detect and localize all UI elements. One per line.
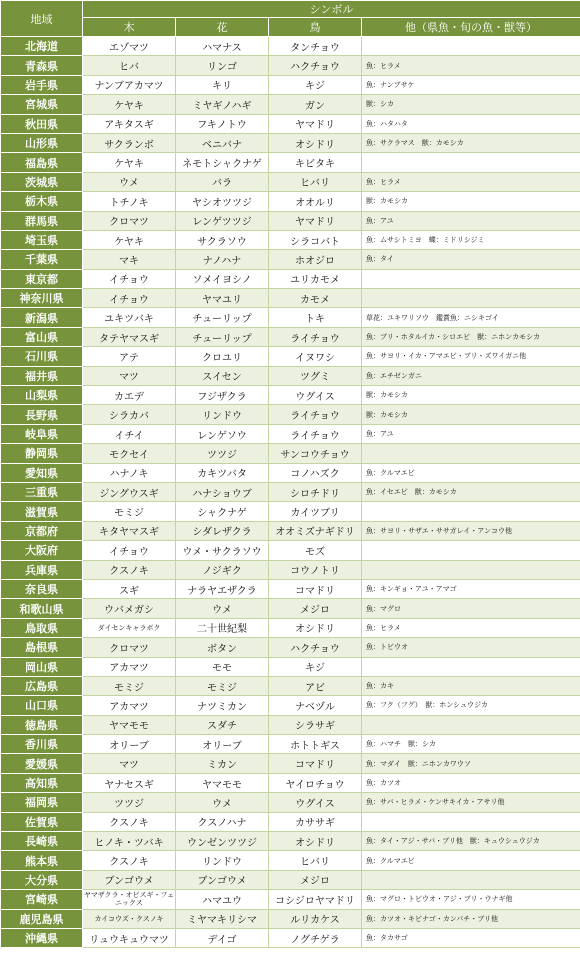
table-row bbox=[1, 735, 580, 754]
region-cell: 神奈川県 bbox=[1, 289, 83, 308]
tree-cell: ケヤキ bbox=[83, 153, 176, 172]
bird-cell: タンチョウ bbox=[269, 37, 362, 56]
region-cell: 滋賀県 bbox=[1, 502, 83, 521]
other-cell: 魚：フク（フグ） 獣：ホンシュウジカ bbox=[362, 696, 580, 715]
tree-cell: ハナノキ bbox=[83, 463, 176, 482]
other-cell bbox=[362, 870, 580, 889]
region-cell: 愛媛県 bbox=[1, 754, 83, 773]
bird-cell: ノグチゲラ bbox=[269, 928, 362, 947]
other-cell bbox=[362, 657, 580, 676]
tree-cell: カイコウズ・クスノキ bbox=[83, 909, 176, 928]
flower-cell: ツツジ bbox=[176, 444, 269, 463]
tree-cell: キタヤマスギ bbox=[83, 521, 176, 540]
flower-cell: ネモトシャクナゲ bbox=[176, 153, 269, 172]
region-cell: 兵庫県 bbox=[1, 560, 83, 579]
bird-cell: コシジロヤマドリ bbox=[269, 890, 362, 909]
other-cell: 魚：イセエビ 獣：カモシカ bbox=[362, 482, 580, 501]
region-cell: 山梨県 bbox=[1, 386, 83, 405]
other-cell: 魚：サクラマス 獣：カモシカ bbox=[362, 133, 580, 152]
region-cell: 千葉県 bbox=[1, 250, 83, 269]
table-row bbox=[1, 133, 580, 152]
table-row bbox=[1, 56, 580, 75]
region-cell: 富山県 bbox=[1, 327, 83, 346]
flower-cell: ハナショウブ bbox=[176, 482, 269, 501]
region-cell: 鳥取県 bbox=[1, 618, 83, 637]
other-cell: 魚：アユ bbox=[362, 424, 580, 443]
bird-cell: メジロ bbox=[269, 870, 362, 889]
flower-cell: フキノトウ bbox=[176, 114, 269, 133]
bird-cell: ライチョウ bbox=[269, 327, 362, 346]
other-cell bbox=[362, 560, 580, 579]
region-cell: 沖縄県 bbox=[1, 928, 83, 947]
other-cell bbox=[362, 812, 580, 831]
flower-cell: ミヤマキリシマ bbox=[176, 909, 269, 928]
flower-cell: ミヤギノハギ bbox=[176, 95, 269, 114]
other-cell: 獣：シカ bbox=[362, 95, 580, 114]
tree-cell: アテ bbox=[83, 347, 176, 366]
table-row bbox=[1, 696, 580, 715]
region-cell: 奈良県 bbox=[1, 579, 83, 598]
tree-cell: ヤマモモ bbox=[83, 715, 176, 734]
table-row bbox=[1, 172, 580, 191]
table-row bbox=[1, 211, 580, 230]
bird-cell: ヤマドリ bbox=[269, 211, 362, 230]
table-body bbox=[1, 37, 580, 948]
flower-cell: ヤマモモ bbox=[176, 773, 269, 792]
bird-cell: ライチョウ bbox=[269, 405, 362, 424]
bird-cell: モズ bbox=[269, 541, 362, 560]
other-cell: 魚：サヨリ・イカ・アマエビ・ブリ・ズワイガニ他 bbox=[362, 347, 580, 366]
other-cell: 魚：ヒラメ bbox=[362, 618, 580, 637]
flower-cell: ノジギク bbox=[176, 560, 269, 579]
region-cell: 福島県 bbox=[1, 153, 83, 172]
tree-cell: ウバメガシ bbox=[83, 599, 176, 618]
tree-cell: ヤマザクラ・オビスギ・フェニックス bbox=[83, 891, 175, 908]
region-cell: 宮城県 bbox=[1, 95, 83, 114]
other-cell: 魚：タイ bbox=[362, 250, 580, 269]
bird-cell: シロチドリ bbox=[269, 482, 362, 501]
other-cell: 魚：サバ・ヒラメ・ケンサキイカ・アサリ他 bbox=[362, 793, 580, 812]
table-row bbox=[1, 386, 580, 405]
bird-cell: キジ bbox=[269, 75, 362, 94]
table-row bbox=[1, 521, 580, 540]
tree-cell: ケヤキ bbox=[83, 95, 176, 114]
table-row bbox=[1, 424, 580, 443]
region-cell: 栃木県 bbox=[1, 192, 83, 211]
flower-cell: ナツミカン bbox=[176, 696, 269, 715]
tree-cell: ヒバ bbox=[83, 56, 176, 75]
bird-cell: ウグイス bbox=[269, 793, 362, 812]
tree-cell: クスノキ bbox=[83, 560, 176, 579]
flower-cell: ハマユウ bbox=[176, 890, 269, 909]
region-cell: 福岡県 bbox=[1, 793, 83, 812]
other-cell bbox=[362, 444, 580, 463]
region-cell: 岩手県 bbox=[1, 75, 83, 94]
flower-cell: ブンゴウメ bbox=[176, 870, 269, 889]
tree-cell: ジングウスギ bbox=[83, 482, 176, 501]
region-cell: 山形県 bbox=[1, 133, 83, 152]
flower-cell: 二十世紀梨 bbox=[176, 618, 269, 637]
table-row bbox=[1, 153, 580, 172]
bird-cell: イヌワシ bbox=[269, 347, 362, 366]
flower-column-header: 花 bbox=[176, 18, 269, 37]
bird-cell: ホオジロ bbox=[269, 250, 362, 269]
bird-cell: ガン bbox=[269, 95, 362, 114]
bird-cell: キビタキ bbox=[269, 153, 362, 172]
flower-cell: サクラソウ bbox=[176, 230, 269, 249]
tree-cell: トチノキ bbox=[83, 192, 176, 211]
bird-cell: ヤイロチョウ bbox=[269, 773, 362, 792]
bird-cell: ハクチョウ bbox=[269, 638, 362, 657]
region-cell: 高知県 bbox=[1, 773, 83, 792]
tree-cell: イチイ bbox=[83, 424, 176, 443]
table-row bbox=[1, 657, 580, 676]
flower-cell: スダチ bbox=[176, 715, 269, 734]
flower-cell: カキツバタ bbox=[176, 463, 269, 482]
other-column-header: 他（県魚・旬の魚・獣等） bbox=[362, 18, 580, 37]
bird-cell: ナベヅル bbox=[269, 696, 362, 715]
other-cell: 魚：マグロ bbox=[362, 599, 580, 618]
other-cell: 獣：カモシカ bbox=[362, 405, 580, 424]
bird-cell: コウノトリ bbox=[269, 560, 362, 579]
other-cell: 獣：カモシカ bbox=[362, 192, 580, 211]
bird-cell: オシドリ bbox=[269, 618, 362, 637]
flower-cell: ウメ・サクラソウ bbox=[176, 541, 269, 560]
region-cell: 熊本県 bbox=[1, 851, 83, 870]
flower-cell: バラ bbox=[176, 172, 269, 191]
other-cell: 魚：ナンブサケ bbox=[362, 75, 580, 94]
flower-cell: リンドウ bbox=[176, 405, 269, 424]
table-row bbox=[1, 192, 580, 211]
tree-cell: シラカバ bbox=[83, 405, 176, 424]
flower-cell: スイセン bbox=[176, 366, 269, 385]
bird-cell: カササギ bbox=[269, 812, 362, 831]
table-row bbox=[1, 308, 580, 327]
other-cell: 魚：タカサゴ bbox=[362, 928, 580, 947]
table-row bbox=[1, 463, 580, 482]
table-row bbox=[1, 250, 580, 269]
flower-cell: ハマナス bbox=[176, 37, 269, 56]
flower-cell: ベニバナ bbox=[176, 133, 269, 152]
flower-cell: ウメ bbox=[176, 599, 269, 618]
tree-cell: クスノキ bbox=[83, 851, 176, 870]
table-row bbox=[1, 870, 580, 889]
region-cell: 和歌山県 bbox=[1, 599, 83, 618]
flower-cell: デイゴ bbox=[176, 928, 269, 947]
tree-cell: マツ bbox=[83, 366, 176, 385]
tree-cell: ヒノキ・ツバキ bbox=[83, 832, 176, 851]
other-cell: 魚：アユ bbox=[362, 211, 580, 230]
table-row bbox=[1, 638, 580, 657]
region-cell: 秋田県 bbox=[1, 114, 83, 133]
region-cell: 長崎県 bbox=[1, 832, 83, 851]
flower-cell: フジザクラ bbox=[176, 386, 269, 405]
flower-cell: ウンゼンツツジ bbox=[176, 832, 269, 851]
other-cell: 魚：ブリ・ホタルイカ・シロエビ 獣：ニホンカモシカ bbox=[362, 327, 580, 346]
region-cell: 鹿児島県 bbox=[1, 909, 83, 928]
tree-cell: アカマツ bbox=[83, 696, 176, 715]
bird-cell: ホトトギス bbox=[269, 735, 362, 754]
other-cell: 魚：マグロ・トビウオ・アジ・ブリ・ウナギ他 bbox=[362, 890, 580, 909]
flower-cell: リンゴ bbox=[176, 56, 269, 75]
flower-cell: レンゲツツジ bbox=[176, 211, 269, 230]
bird-cell: コマドリ bbox=[269, 579, 362, 598]
bird-cell: オシドリ bbox=[269, 832, 362, 851]
bird-cell: ツグミ bbox=[269, 366, 362, 385]
table-row bbox=[1, 37, 580, 56]
other-cell: 魚：サヨリ・サザエ・ササガレイ・アンコウ他 bbox=[362, 521, 580, 540]
region-cell: 岐阜県 bbox=[1, 424, 83, 443]
other-cell: 魚：エチゼンガニ bbox=[362, 366, 580, 385]
region-cell: 佐賀県 bbox=[1, 812, 83, 831]
other-cell: 魚：ムサシトミヨ 蝶：ミドリシジミ bbox=[362, 230, 580, 249]
other-cell: 魚：ハタハタ bbox=[362, 114, 580, 133]
tree-cell: ヤナセスギ bbox=[83, 773, 176, 792]
region-cell: 北海道 bbox=[1, 37, 83, 56]
table-row bbox=[1, 327, 580, 346]
table-row bbox=[1, 114, 580, 133]
region-cell: 埼玉県 bbox=[1, 230, 83, 249]
table-row bbox=[1, 230, 580, 249]
table-row bbox=[1, 832, 580, 851]
flower-cell: クスノハナ bbox=[176, 812, 269, 831]
other-cell bbox=[362, 153, 580, 172]
flower-cell: モミジ bbox=[176, 676, 269, 695]
bird-cell: ハクチョウ bbox=[269, 56, 362, 75]
table-row bbox=[1, 851, 580, 870]
tree-cell: イチョウ bbox=[83, 289, 176, 308]
region-cell: 山口県 bbox=[1, 696, 83, 715]
region-cell: 青森県 bbox=[1, 56, 83, 75]
region-cell: 京都府 bbox=[1, 521, 83, 540]
table-row bbox=[1, 928, 580, 947]
other-cell bbox=[362, 541, 580, 560]
bird-cell: メジロ bbox=[269, 599, 362, 618]
other-cell: 魚：カツオ・キビナゴ・カンパチ・ブリ他 bbox=[362, 909, 580, 928]
tree-cell: クロマツ bbox=[83, 638, 176, 657]
bird-cell: ヒバリ bbox=[269, 851, 362, 870]
other-cell: 魚：キンギョ・アユ・アマゴ bbox=[362, 579, 580, 598]
tree-cell: リュウキュウマツ bbox=[83, 928, 176, 947]
flower-cell: オリーブ bbox=[176, 735, 269, 754]
bird-cell: オシドリ bbox=[269, 133, 362, 152]
tree-cell: ウメ bbox=[83, 172, 176, 191]
table-row bbox=[1, 599, 580, 618]
tree-cell: クスノキ bbox=[83, 812, 176, 831]
region-cell: 群馬県 bbox=[1, 211, 83, 230]
bird-cell: サンコウチョウ bbox=[269, 444, 362, 463]
bird-cell: アビ bbox=[269, 676, 362, 695]
other-cell bbox=[362, 715, 580, 734]
tree-cell: タテヤマスギ bbox=[83, 327, 176, 346]
tree-cell: アキタスギ bbox=[83, 114, 176, 133]
table-row bbox=[1, 269, 580, 288]
other-cell: 魚：ヒラメ bbox=[362, 56, 580, 75]
bird-cell: コマドリ bbox=[269, 754, 362, 773]
tree-cell: クロマツ bbox=[83, 211, 176, 230]
tree-cell: エゾマツ bbox=[83, 37, 176, 56]
tree-cell: ナンブアカマツ bbox=[83, 75, 176, 94]
region-cell: 三重県 bbox=[1, 482, 83, 501]
bird-column-header: 鳥 bbox=[269, 18, 362, 37]
flower-cell: レンゲソウ bbox=[176, 424, 269, 443]
region-cell: 新潟県 bbox=[1, 308, 83, 327]
bird-cell: ライチョウ bbox=[269, 424, 362, 443]
table-row bbox=[1, 579, 580, 598]
flower-cell: モモ bbox=[176, 657, 269, 676]
region-cell: 石川県 bbox=[1, 347, 83, 366]
flower-cell: リンドウ bbox=[176, 851, 269, 870]
bird-cell: トキ bbox=[269, 308, 362, 327]
symbol-group-header: シンボル bbox=[83, 1, 580, 18]
bird-cell: ウグイス bbox=[269, 386, 362, 405]
region-cell: 広島県 bbox=[1, 676, 83, 695]
other-cell: 魚：カキ bbox=[362, 676, 580, 695]
table-row bbox=[1, 75, 580, 94]
tree-cell: モミジ bbox=[83, 502, 176, 521]
tree-cell: マキ bbox=[83, 250, 176, 269]
tree-cell: カエデ bbox=[83, 386, 176, 405]
region-column-header: 地域 bbox=[1, 1, 83, 37]
other-cell: 魚：ハマチ 獣：シカ bbox=[362, 735, 580, 754]
bird-cell: コノハズク bbox=[269, 463, 362, 482]
region-cell: 岡山県 bbox=[1, 657, 83, 676]
bird-cell: オオミズナギドリ bbox=[269, 521, 362, 540]
tree-cell: イチョウ bbox=[83, 269, 176, 288]
bird-cell: カイツブリ bbox=[269, 502, 362, 521]
table-row bbox=[1, 95, 580, 114]
other-cell: 獣：カモシカ bbox=[362, 386, 580, 405]
bird-cell: ヤマドリ bbox=[269, 114, 362, 133]
other-cell: 魚：クルマエビ bbox=[362, 463, 580, 482]
table-row bbox=[1, 676, 580, 695]
flower-cell: クロユリ bbox=[176, 347, 269, 366]
tree-cell: ダイセンキャラボク bbox=[83, 618, 176, 637]
region-cell: 長野県 bbox=[1, 405, 83, 424]
other-cell bbox=[362, 269, 580, 288]
table-row bbox=[1, 793, 580, 812]
region-cell: 大分県 bbox=[1, 870, 83, 889]
table-row bbox=[1, 812, 580, 831]
table-row bbox=[1, 405, 580, 424]
bird-cell: オオルリ bbox=[269, 192, 362, 211]
table-row bbox=[1, 909, 580, 928]
table-row bbox=[1, 715, 580, 734]
tree-cell: ブンゴウメ bbox=[83, 870, 176, 889]
other-cell: 魚：マダイ 獣：ニホンカワウソ bbox=[362, 754, 580, 773]
region-cell: 香川県 bbox=[1, 735, 83, 754]
flower-cell: ヤシオツツジ bbox=[176, 192, 269, 211]
tree-cell: ケヤキ bbox=[83, 230, 176, 249]
tree-cell: スギ bbox=[83, 579, 176, 598]
other-cell bbox=[362, 37, 580, 56]
region-cell: 福井県 bbox=[1, 366, 83, 385]
other-cell: 魚：カツオ bbox=[362, 773, 580, 792]
tree-cell: サクランボ bbox=[83, 133, 176, 152]
bird-cell: ルリカケス bbox=[269, 909, 362, 928]
flower-cell: キリ bbox=[176, 75, 269, 94]
table-row bbox=[1, 890, 580, 909]
bird-cell: カモメ bbox=[269, 289, 362, 308]
table-row bbox=[1, 541, 580, 560]
flower-cell: ナノハナ bbox=[176, 250, 269, 269]
other-cell: 魚：ヒラメ bbox=[362, 172, 580, 191]
table-row bbox=[1, 560, 580, 579]
region-cell: 宮崎県 bbox=[1, 890, 83, 909]
tree-cell: オリーブ bbox=[83, 735, 176, 754]
flower-cell: シャクナゲ bbox=[176, 502, 269, 521]
tree-cell: ツツジ bbox=[83, 793, 176, 812]
flower-cell: ナラヤエザクラ bbox=[176, 579, 269, 598]
tree-cell: モミジ bbox=[83, 676, 176, 695]
other-cell: 魚：トビウオ bbox=[362, 638, 580, 657]
tree-cell: アカマツ bbox=[83, 657, 176, 676]
region-cell: 愛知県 bbox=[1, 463, 83, 482]
table-row bbox=[1, 366, 580, 385]
other-cell bbox=[362, 289, 580, 308]
bird-cell: ユリカモメ bbox=[269, 269, 362, 288]
tree-cell: ユキツバキ bbox=[83, 308, 176, 327]
flower-cell: チューリップ bbox=[176, 327, 269, 346]
bird-cell: シラサギ bbox=[269, 715, 362, 734]
flower-cell: ウメ bbox=[176, 793, 269, 812]
region-cell: 静岡県 bbox=[1, 444, 83, 463]
flower-cell: シダレザクラ bbox=[176, 521, 269, 540]
table-row bbox=[1, 754, 580, 773]
table-row bbox=[1, 618, 580, 637]
other-cell bbox=[362, 502, 580, 521]
tree-cell: イチョウ bbox=[83, 541, 176, 560]
table-row bbox=[1, 773, 580, 792]
table-row bbox=[1, 502, 580, 521]
table-row bbox=[1, 347, 580, 366]
bird-cell: キジ bbox=[269, 657, 362, 676]
flower-cell: ミカン bbox=[176, 754, 269, 773]
bird-cell: シラコバト bbox=[269, 230, 362, 249]
table-row bbox=[1, 482, 580, 501]
table-row bbox=[1, 444, 580, 463]
flower-cell: ソメイヨシノ bbox=[176, 269, 269, 288]
table-row bbox=[1, 289, 580, 308]
region-cell: 茨城県 bbox=[1, 172, 83, 191]
region-cell: 徳島県 bbox=[1, 715, 83, 734]
region-cell: 島根県 bbox=[1, 638, 83, 657]
flower-cell: チューリップ bbox=[176, 308, 269, 327]
tree-column-header: 木 bbox=[83, 18, 176, 37]
other-cell: 魚：タイ・アジ・サバ・ブリ他 獣：キュウシュウジカ bbox=[362, 832, 580, 851]
flower-cell: ヤマユリ bbox=[176, 289, 269, 308]
bird-cell: ヒバリ bbox=[269, 172, 362, 191]
other-cell: 魚：クルマエビ bbox=[362, 851, 580, 870]
region-cell: 大阪府 bbox=[1, 541, 83, 560]
tree-cell: マツ bbox=[83, 754, 176, 773]
other-cell: 草花：ユキワリソウ 鑑賞魚：ニシキゴイ bbox=[362, 308, 580, 327]
flower-cell: ボタン bbox=[176, 638, 269, 657]
region-cell: 東京都 bbox=[1, 269, 83, 288]
tree-cell: モクセイ bbox=[83, 444, 176, 463]
